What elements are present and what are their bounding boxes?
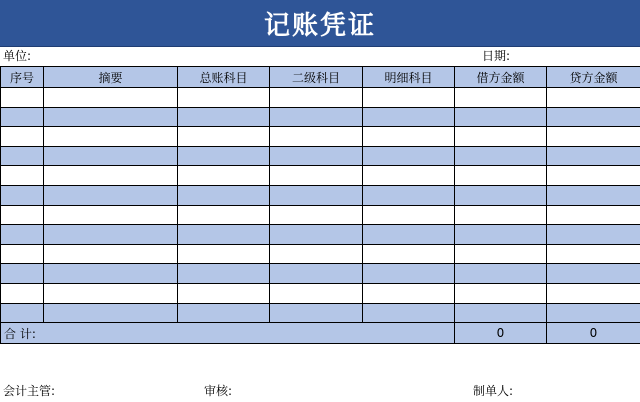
debit-cell[interactable] xyxy=(455,166,547,186)
general-account-cell[interactable] xyxy=(178,127,270,147)
index-cell[interactable] xyxy=(1,283,44,303)
debit-cell[interactable] xyxy=(455,205,547,225)
secondary-account-cell[interactable] xyxy=(270,244,363,264)
index-cell[interactable] xyxy=(1,107,44,127)
general-account-cell[interactable] xyxy=(178,303,270,323)
detail-account-cell[interactable] xyxy=(363,283,455,303)
summary-cell[interactable] xyxy=(44,225,178,245)
credit-cell[interactable] xyxy=(547,264,640,284)
signature-row xyxy=(0,381,640,401)
index-cell[interactable] xyxy=(1,225,44,245)
secondary-account-cell[interactable] xyxy=(270,166,363,186)
credit-cell[interactable] xyxy=(547,205,640,225)
secondary-account-cell[interactable] xyxy=(270,146,363,166)
index-cell[interactable] xyxy=(1,303,44,323)
index-cell[interactable] xyxy=(1,127,44,147)
detail-account-cell[interactable] xyxy=(363,205,455,225)
table-row xyxy=(1,205,640,225)
index-cell[interactable] xyxy=(1,264,44,284)
secondary-account-cell[interactable] xyxy=(270,225,363,245)
debit-cell[interactable] xyxy=(455,107,547,127)
credit-cell[interactable] xyxy=(547,225,640,245)
secondary-account-cell[interactable] xyxy=(270,283,363,303)
credit-cell[interactable] xyxy=(547,283,640,303)
debit-cell[interactable] xyxy=(455,146,547,166)
detail-account-cell[interactable] xyxy=(363,127,455,147)
index-cell[interactable] xyxy=(1,88,44,108)
credit-cell[interactable] xyxy=(547,244,640,264)
general-account-cell[interactable] xyxy=(178,185,270,205)
general-account-cell[interactable] xyxy=(178,205,270,225)
table-header-row xyxy=(1,67,640,88)
table-row xyxy=(1,127,640,147)
credit-cell[interactable] xyxy=(547,303,640,323)
totals-row xyxy=(1,323,640,344)
detail-account-cell[interactable] xyxy=(363,185,455,205)
debit-cell[interactable] xyxy=(455,244,547,264)
summary-cell[interactable] xyxy=(44,166,178,186)
credit-cell[interactable] xyxy=(547,166,640,186)
credit-cell[interactable] xyxy=(547,107,640,127)
col-header-summary: 摘要 xyxy=(44,67,178,88)
credit-cell[interactable] xyxy=(547,146,640,166)
totals-debit[interactable]: 0 xyxy=(455,323,547,344)
credit-cell[interactable] xyxy=(547,88,640,108)
summary-cell[interactable] xyxy=(44,185,178,205)
summary-cell[interactable] xyxy=(44,283,178,303)
totals-label: 合 计: xyxy=(1,323,455,344)
voucher-body xyxy=(1,88,640,323)
table-row xyxy=(1,244,640,264)
credit-cell[interactable] xyxy=(547,185,640,205)
summary-cell[interactable] xyxy=(44,107,178,127)
secondary-account-cell[interactable] xyxy=(270,88,363,108)
detail-account-cell[interactable] xyxy=(363,107,455,127)
summary-cell[interactable] xyxy=(44,205,178,225)
voucher-title: 记账凭证 xyxy=(0,0,640,47)
table-row xyxy=(1,264,640,284)
summary-cell[interactable] xyxy=(44,244,178,264)
secondary-account-cell[interactable] xyxy=(270,303,363,323)
secondary-account-cell[interactable] xyxy=(270,264,363,284)
table-row xyxy=(1,107,640,127)
col-header-detail-account: 明细科目 xyxy=(363,67,455,88)
table-row xyxy=(1,185,640,205)
detail-account-cell[interactable] xyxy=(363,88,455,108)
detail-account-cell[interactable] xyxy=(363,225,455,245)
table-row xyxy=(1,303,640,323)
table-row xyxy=(1,283,640,303)
general-account-cell[interactable] xyxy=(178,264,270,284)
secondary-account-cell[interactable] xyxy=(270,205,363,225)
secondary-account-cell[interactable] xyxy=(270,185,363,205)
summary-cell[interactable] xyxy=(44,146,178,166)
table-row xyxy=(1,88,640,108)
voucher-table xyxy=(0,66,640,344)
reviewer-label: 审核: xyxy=(204,384,233,398)
voucher-info-row xyxy=(0,46,640,67)
general-account-cell[interactable] xyxy=(178,225,270,245)
summary-cell[interactable] xyxy=(44,303,178,323)
general-account-cell[interactable] xyxy=(178,88,270,108)
debit-cell[interactable] xyxy=(455,283,547,303)
secondary-account-cell[interactable] xyxy=(270,127,363,147)
col-header-index: 序号 xyxy=(1,67,44,88)
debit-cell[interactable] xyxy=(455,225,547,245)
credit-cell[interactable] xyxy=(547,127,640,147)
table-row xyxy=(1,225,640,245)
detail-account-cell[interactable] xyxy=(363,264,455,284)
index-cell[interactable] xyxy=(1,146,44,166)
detail-account-cell[interactable] xyxy=(363,303,455,323)
index-cell[interactable] xyxy=(1,244,44,264)
unit-label: 单位: xyxy=(3,49,32,63)
date-label: 日期: xyxy=(482,49,511,63)
secondary-account-cell[interactable] xyxy=(270,107,363,127)
general-account-cell[interactable] xyxy=(178,107,270,127)
summary-cell[interactable] xyxy=(44,264,178,284)
index-cell[interactable] xyxy=(1,185,44,205)
supervisor-label: 会计主管: xyxy=(3,384,56,398)
detail-account-cell[interactable] xyxy=(363,146,455,166)
debit-cell[interactable] xyxy=(455,303,547,323)
index-cell[interactable] xyxy=(1,205,44,225)
col-header-credit: 贷方金额 xyxy=(547,67,640,88)
table-row xyxy=(1,146,640,166)
col-header-secondary-account: 二级科目 xyxy=(270,67,363,88)
general-account-cell[interactable] xyxy=(178,283,270,303)
general-account-cell[interactable] xyxy=(178,244,270,264)
detail-account-cell[interactable] xyxy=(363,166,455,186)
summary-cell[interactable] xyxy=(44,127,178,147)
general-account-cell[interactable] xyxy=(178,166,270,186)
index-cell[interactable] xyxy=(1,166,44,186)
debit-cell[interactable] xyxy=(455,264,547,284)
preparer-label: 制单人: xyxy=(473,384,514,398)
general-account-cell[interactable] xyxy=(178,146,270,166)
table-row xyxy=(1,166,640,186)
col-header-debit: 借方金额 xyxy=(455,67,547,88)
detail-account-cell[interactable] xyxy=(363,244,455,264)
totals-credit[interactable]: 0 xyxy=(547,323,640,344)
col-header-general-account: 总账科目 xyxy=(178,67,270,88)
debit-cell[interactable] xyxy=(455,185,547,205)
debit-cell[interactable] xyxy=(455,88,547,108)
summary-cell[interactable] xyxy=(44,88,178,108)
debit-cell[interactable] xyxy=(455,127,547,147)
